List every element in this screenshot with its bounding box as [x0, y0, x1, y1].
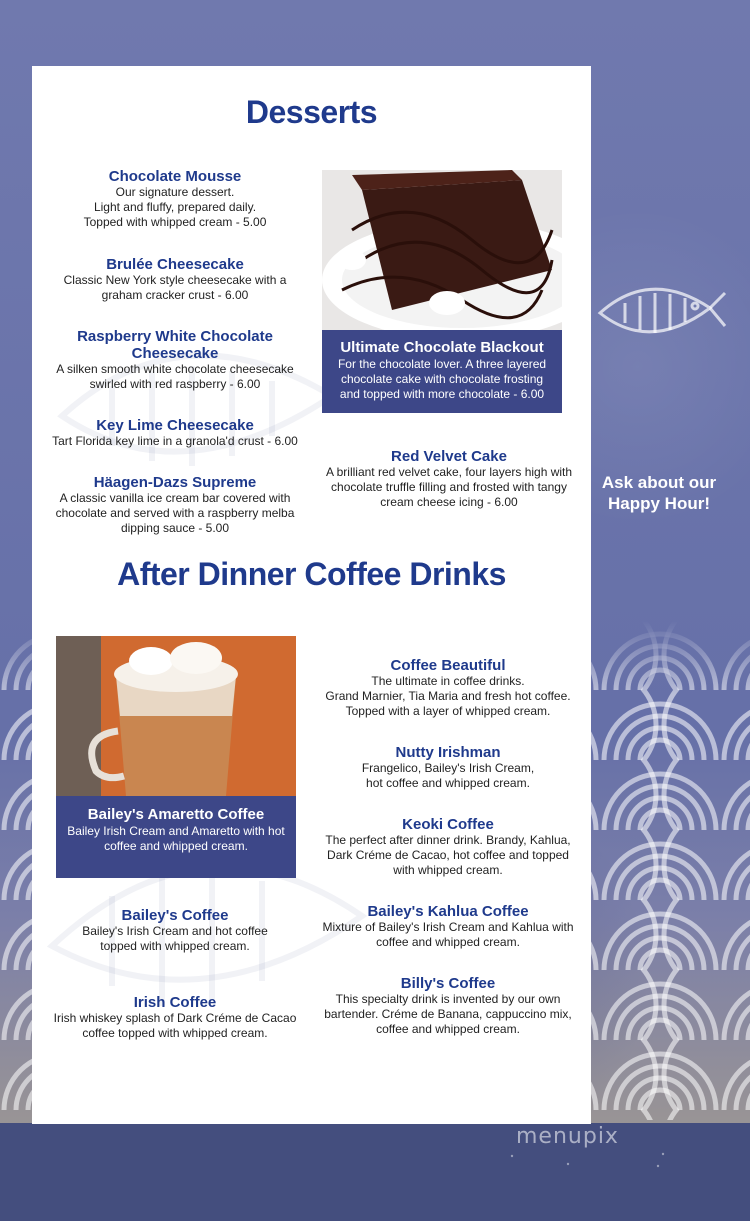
- featured-coffee-caption: [56, 796, 296, 878]
- menu-item: [42, 256, 308, 303]
- watermark-logo: menupix: [516, 1124, 619, 1149]
- desserts-heading: Desserts: [245, 94, 378, 130]
- menu-item: [312, 744, 584, 791]
- menu-item: [36, 417, 314, 449]
- item-name: Häagen-Dazs Supreme: [93, 474, 257, 491]
- item-description: Irish whiskey splash of Dark Créme de Cacao coffee topped with whipped cream.: [53, 1011, 297, 1040]
- watermark-dots: [508, 1152, 668, 1172]
- item-description: Mixture of Bailey's Irish Cream and Kahlua with coffee and whipped cream.: [322, 920, 574, 949]
- item-name: Key Lime Cheesecake: [96, 417, 254, 434]
- chocolate-cake-photo: [322, 170, 562, 330]
- item-name: Keoki Coffee: [402, 816, 494, 833]
- menu-item: [312, 975, 584, 1037]
- menu-item: [42, 168, 308, 230]
- featured-dessert-caption: [322, 330, 562, 413]
- menu-item: [312, 903, 584, 950]
- fish-icon: [590, 258, 730, 368]
- menu-item: [42, 994, 308, 1041]
- featured-dessert-name: Ultimate Chocolate Blackout: [340, 339, 544, 356]
- menu-card: [32, 66, 591, 1124]
- item-name: Nutty Irishman: [395, 744, 501, 761]
- item-name: Billy's Coffee: [400, 975, 496, 992]
- item-description: The perfect after dinner drink. Brandy, Kahlua, Dark Créme de Cacao, hot coffee and topped with whipped cream.: [325, 833, 571, 877]
- menu-item: [312, 657, 584, 719]
- featured-coffee-name: Bailey's Amaretto Coffee: [87, 806, 265, 823]
- item-name: Bailey's Coffee: [121, 907, 229, 924]
- item-name: Brulée Cheesecake: [106, 256, 244, 273]
- footer-band: [0, 1123, 750, 1221]
- item-name: Chocolate Mousse: [108, 168, 242, 185]
- featured-coffee-description: Bailey Irish Cream and Amaretto with hot coffee and whipped cream.: [67, 824, 285, 853]
- item-name: Red Velvet Cake: [391, 448, 507, 465]
- item-description: A brilliant red velvet cake, four layers high with chocolate truffle filling and frosted with tangy cream cheese icing - 6.00: [325, 465, 573, 509]
- item-name: Bailey's Kahlua Coffee: [367, 903, 529, 920]
- item-description: This specialty drink is invented by our own bartender. Créme de Banana, cappuccino mix, coffee and whipped cream.: [324, 992, 572, 1036]
- happy-hour-note: Ask about our Happy Hour!: [601, 473, 717, 513]
- coffee-drink-photo: [56, 636, 296, 796]
- item-name: Raspberry White Chocolate Cheesecake: [77, 328, 273, 362]
- item-description: The ultimate in coffee drinks. Grand Marnier, Tia Maria and fresh hot coffee. Topped with a layer of whipped cream.: [325, 674, 571, 718]
- featured-dessert-description: For the chocolate lover. A three layered chocolate cake with chocolate frosting and topped with more chocolate - 6.00: [337, 357, 547, 401]
- item-description: Our signature dessert. Light and fluffy, prepared daily. Topped with whipped cream - 5.00: [83, 185, 267, 229]
- menu-item: [42, 328, 308, 392]
- item-description: Tart Florida key lime in a granola'd crust - 6.00: [52, 434, 298, 448]
- item-name: Irish Coffee: [133, 994, 217, 1011]
- item-description: A classic vanilla ice cream bar covered with chocolate and served with a raspberry melba dipping sauce - 5.00: [55, 491, 295, 535]
- item-description: Bailey's Irish Cream and hot coffee topped with whipped cream.: [82, 924, 268, 953]
- coffee-drinks-heading: After Dinner Coffee Drinks: [117, 556, 506, 592]
- menu-item: [42, 907, 308, 954]
- menu-item: [312, 816, 584, 878]
- item-description: Frangelico, Bailey's Irish Cream, hot coffee and whipped cream.: [361, 761, 535, 790]
- menu-item: [318, 448, 580, 510]
- item-name: Coffee Beautiful: [390, 657, 506, 674]
- item-description: Classic New York style cheesecake with a graham cracker crust - 6.00: [63, 273, 287, 302]
- item-description: A silken smooth white chocolate cheesecake swirled with red raspberry - 6.00: [56, 362, 294, 391]
- menu-item: [42, 474, 308, 536]
